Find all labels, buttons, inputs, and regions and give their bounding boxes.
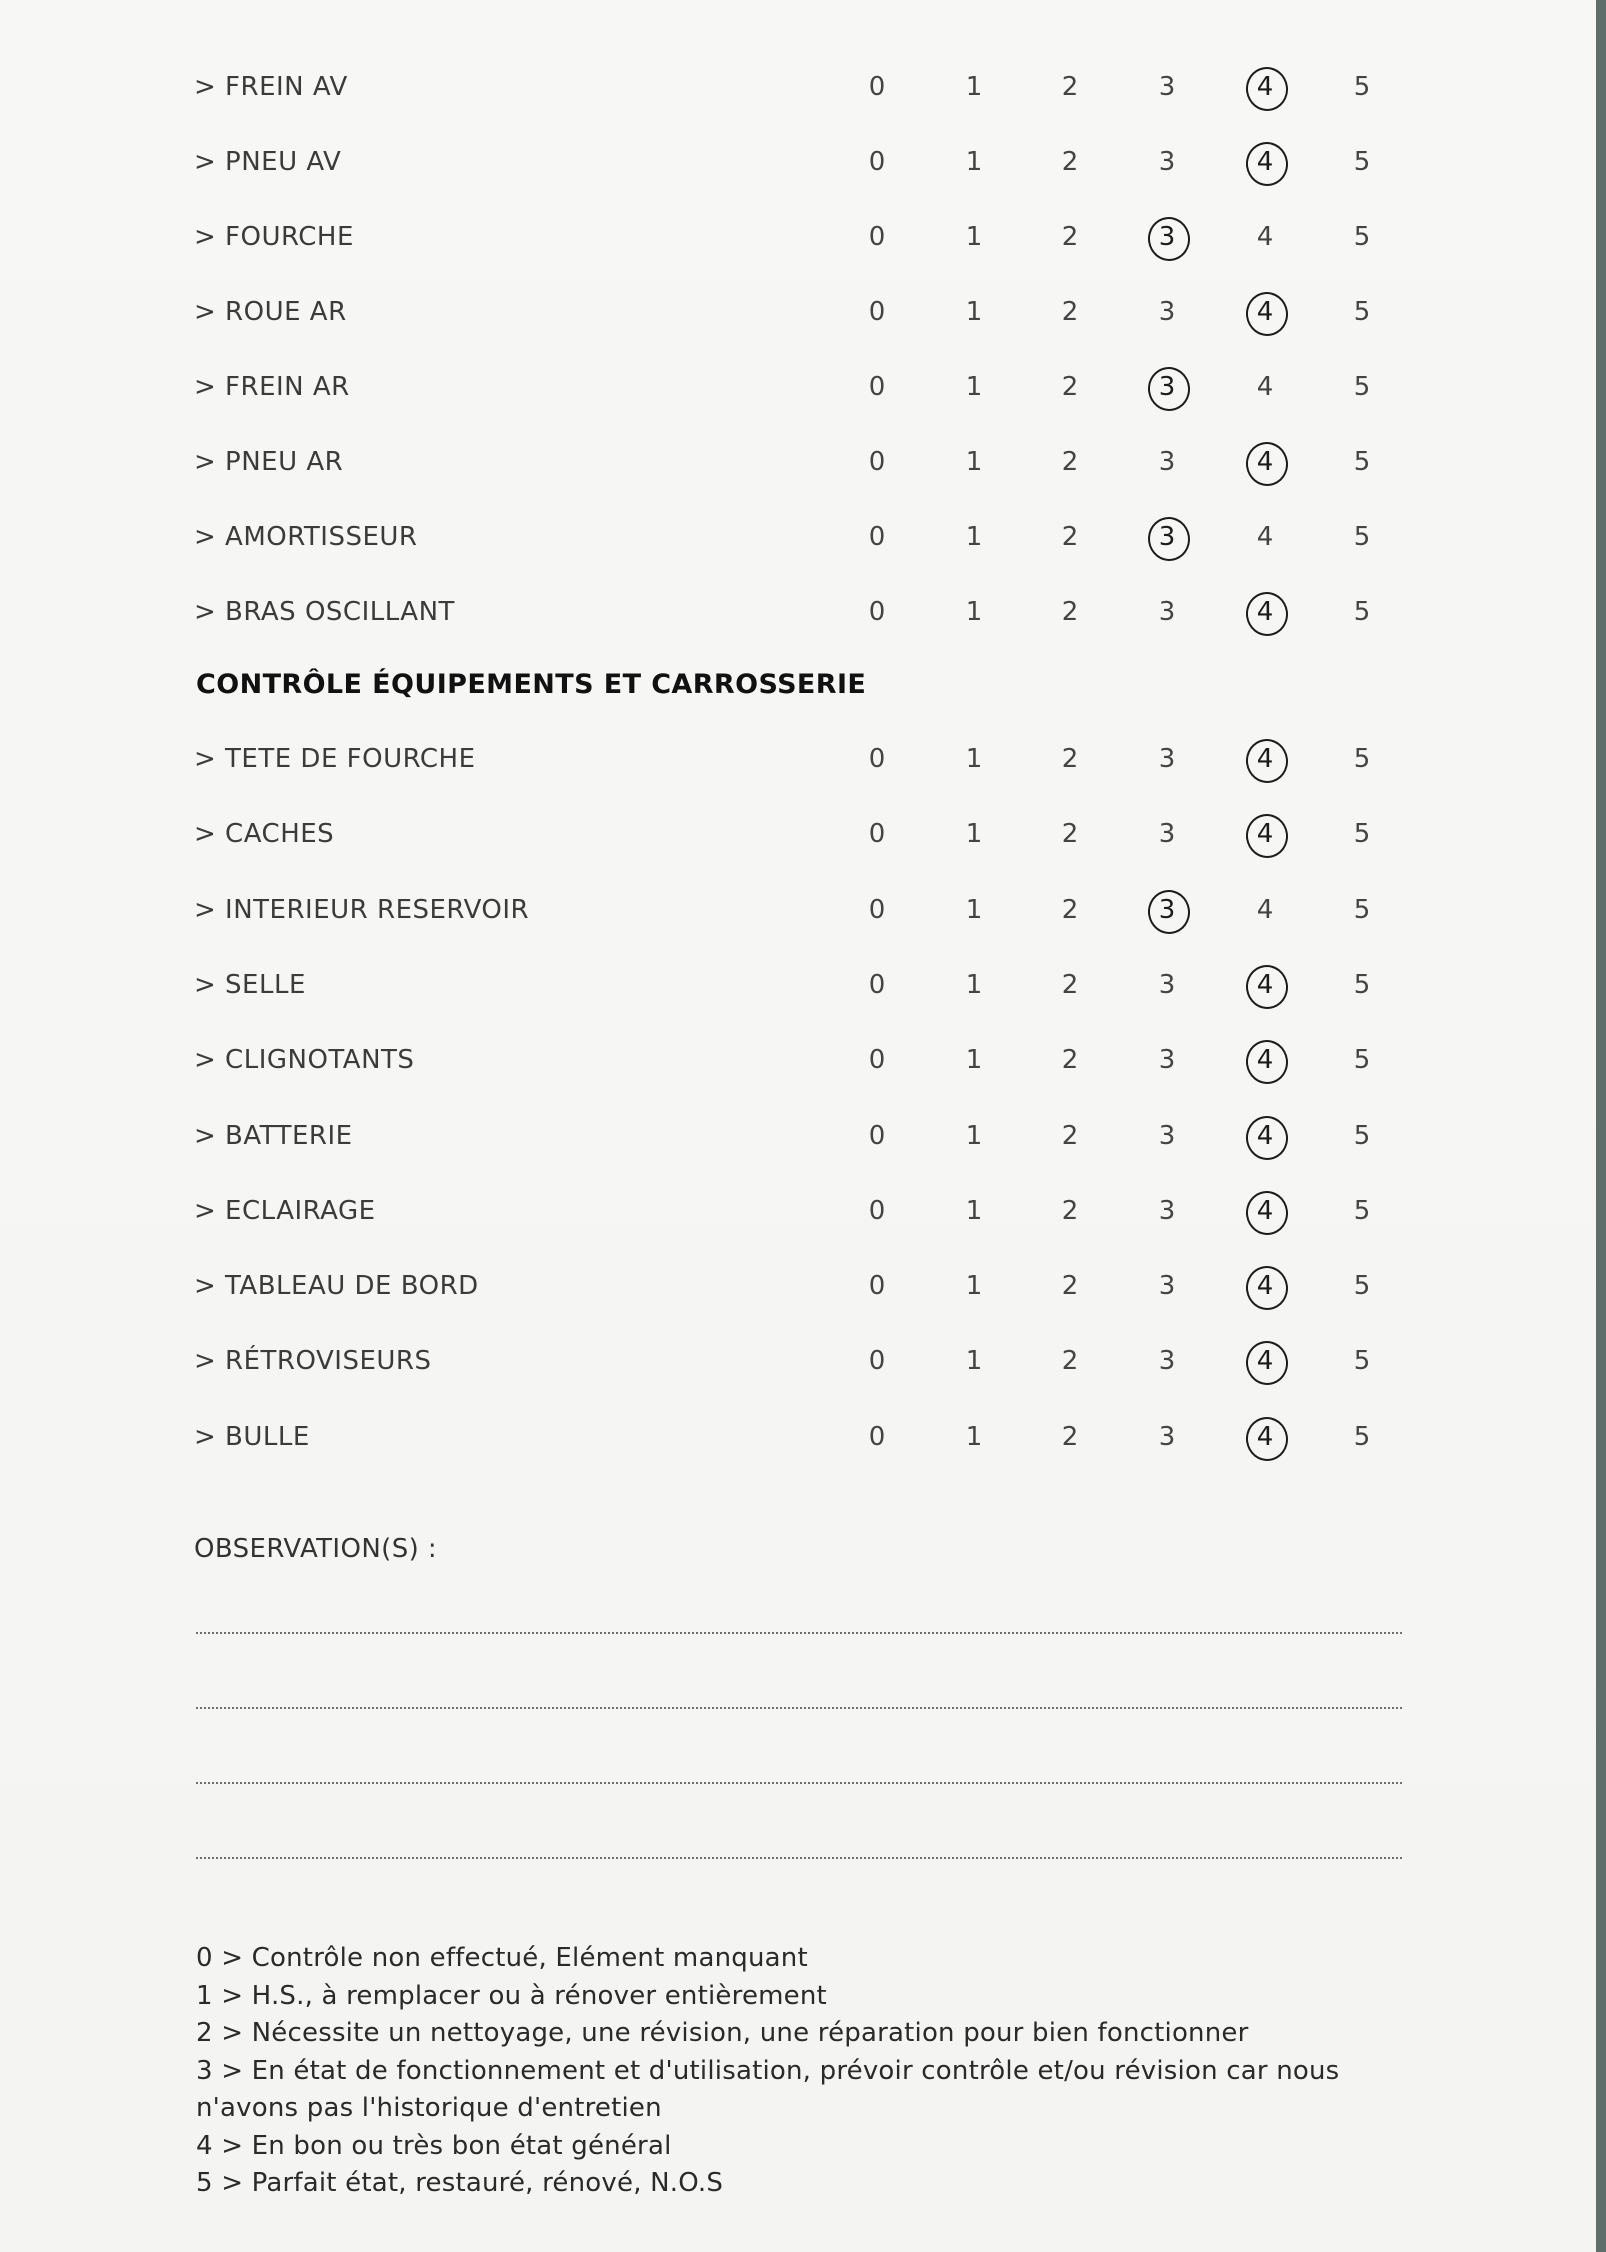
rating-row-label: > INTERIEUR RESERVOIR (194, 894, 530, 925)
legend-line: 0 > Contrôle non effectué, Elément manquant (196, 1943, 808, 1973)
score-option: 2 (1061, 147, 1079, 177)
score-option: 0 (868, 147, 886, 177)
score-option: 2 (1061, 372, 1079, 402)
score-option: 1 (965, 1045, 983, 1076)
observations-label: OBSERVATION(S) : (194, 1534, 437, 1564)
score-option: 5 (1353, 1195, 1371, 1226)
score-option: 1 (965, 894, 983, 925)
score-option-selected: 4 (1235, 1111, 1295, 1161)
rating-row (0, 809, 1596, 859)
rating-row-label: > PNEU AR (194, 447, 344, 477)
score-option: 1 (965, 1346, 983, 1377)
rating-row (0, 62, 1596, 112)
score-option: 5 (1353, 72, 1371, 102)
score-option: 0 (868, 1120, 886, 1151)
score-option: 5 (1353, 894, 1371, 925)
score-option-selected: 3 (1137, 212, 1197, 262)
rating-row (0, 137, 1596, 187)
score-option: 1 (965, 1120, 983, 1151)
rating-row (0, 212, 1596, 262)
score-option: 1 (965, 744, 983, 774)
score-option-selected: 4 (1235, 734, 1295, 784)
rating-row-label: > AMORTISSEUR (194, 522, 418, 552)
score-option-selected: 4 (1235, 1336, 1295, 1386)
score-option: 0 (868, 894, 886, 925)
score-option: 0 (868, 72, 886, 102)
legend-line: n'avons pas l'historique d'entretien (196, 2093, 662, 2123)
score-option: 2 (1061, 1346, 1079, 1377)
rating-row-label: > CLIGNOTANTS (194, 1045, 415, 1076)
score-option: 2 (1061, 1271, 1079, 1302)
score-option-selected: 3 (1137, 885, 1197, 935)
rating-row-label: > TABLEAU DE BORD (194, 1271, 479, 1302)
rating-row-label: > TETE DE FOURCHE (194, 744, 476, 774)
rating-row (0, 960, 1596, 1010)
score-option: 5 (1353, 147, 1371, 177)
score-option: 5 (1353, 819, 1371, 850)
score-option: 2 (1061, 1045, 1079, 1076)
rating-row (0, 1035, 1596, 1085)
score-option: 1 (965, 72, 983, 102)
rating-row (0, 437, 1596, 487)
score-option: 2 (1061, 1421, 1079, 1452)
rating-row-label: > FOURCHE (194, 222, 354, 252)
score-option: 0 (868, 297, 886, 327)
score-option: 1 (965, 297, 983, 327)
score-option: 3 (1158, 1045, 1176, 1076)
legend-line: 2 > Nécessite un nettoyage, une révision, une réparation pour bien fonctionner (196, 2018, 1249, 2048)
score-option: 4 (1256, 894, 1274, 925)
score-option: 1 (965, 1421, 983, 1452)
rating-row-label: > ECLAIRAGE (194, 1195, 376, 1226)
score-option: 3 (1158, 597, 1176, 627)
rating-row-label: > PNEU AV (194, 147, 342, 177)
score-option-selected: 3 (1137, 362, 1197, 412)
score-option: 3 (1158, 1346, 1176, 1377)
observation-line[interactable] (196, 1632, 1402, 1634)
score-option: 0 (868, 597, 886, 627)
score-option: 3 (1158, 1271, 1176, 1302)
score-option: 4 (1256, 222, 1274, 252)
score-option: 5 (1353, 297, 1371, 327)
rating-row (0, 885, 1596, 935)
score-option: 3 (1158, 297, 1176, 327)
legend-line: 1 > H.S., à remplacer ou à rénover entièrement (196, 1980, 827, 2011)
rating-row (0, 362, 1596, 412)
score-option: 2 (1061, 969, 1079, 1000)
score-option-selected: 4 (1235, 137, 1295, 187)
score-option: 5 (1353, 522, 1371, 552)
score-option: 1 (965, 969, 983, 1000)
score-option: 0 (868, 969, 886, 1000)
score-option: 5 (1353, 1045, 1371, 1076)
score-option: 3 (1158, 1120, 1176, 1151)
score-option: 5 (1353, 1421, 1371, 1452)
score-option: 0 (868, 1045, 886, 1076)
score-option: 5 (1353, 744, 1371, 774)
rating-row-label: > RÉTROVISEURS (194, 1346, 432, 1377)
legend (196, 1940, 1446, 2203)
score-option: 0 (868, 372, 886, 402)
score-option: 2 (1061, 1120, 1079, 1151)
score-option: 3 (1158, 969, 1176, 1000)
rating-row (0, 512, 1596, 562)
score-option: 3 (1158, 447, 1176, 477)
score-option: 5 (1353, 447, 1371, 477)
score-option-selected: 4 (1235, 287, 1295, 337)
rating-row (0, 1261, 1596, 1311)
score-option: 5 (1353, 372, 1371, 402)
score-option-selected: 4 (1235, 1186, 1295, 1236)
score-option: 2 (1061, 72, 1079, 102)
score-option: 1 (965, 147, 983, 177)
score-option: 2 (1061, 819, 1079, 850)
score-option: 0 (868, 522, 886, 552)
score-option: 1 (965, 372, 983, 402)
score-option: 3 (1158, 819, 1176, 850)
score-option: 1 (965, 1271, 983, 1302)
rating-row-label: > FREIN AR (194, 372, 350, 402)
rating-row (0, 1186, 1596, 1236)
rating-row-label: > SELLE (194, 969, 306, 1000)
rating-row-label: > CACHES (194, 819, 335, 850)
score-option: 3 (1158, 744, 1176, 774)
score-option: 4 (1256, 522, 1274, 552)
score-option: 0 (868, 1346, 886, 1377)
observation-line[interactable] (196, 1707, 1402, 1709)
score-option: 3 (1158, 1421, 1176, 1452)
score-option: 5 (1353, 1120, 1371, 1151)
score-option: 5 (1353, 222, 1371, 252)
section-title-equipment: CONTRÔLE ÉQUIPEMENTS ET CARROSSERIE (196, 669, 867, 700)
score-option-selected: 4 (1235, 587, 1295, 637)
score-option: 2 (1061, 522, 1079, 552)
score-option: 0 (868, 1195, 886, 1226)
score-option-selected: 4 (1235, 1412, 1295, 1462)
score-option-selected: 4 (1235, 437, 1295, 487)
score-option-selected: 4 (1235, 960, 1295, 1010)
score-option: 0 (868, 744, 886, 774)
score-option: 2 (1061, 447, 1079, 477)
score-option-selected: 4 (1235, 62, 1295, 112)
rating-row-label: > BULLE (194, 1421, 310, 1452)
score-option: 2 (1061, 1195, 1079, 1226)
score-option: 1 (965, 1195, 983, 1226)
score-option: 0 (868, 222, 886, 252)
legend-line: 3 > En état de fonctionnement et d'utilisation, prévoir contrôle et/ou révision car nous (196, 2055, 1340, 2086)
score-option: 5 (1353, 597, 1371, 627)
score-option: 4 (1256, 372, 1274, 402)
score-option: 1 (965, 819, 983, 850)
score-option: 2 (1061, 597, 1079, 627)
rating-row (0, 1336, 1596, 1386)
score-option: 0 (868, 819, 886, 850)
score-option-selected: 4 (1235, 1261, 1295, 1311)
rating-row-label: > FREIN AV (194, 72, 348, 102)
score-option: 2 (1061, 297, 1079, 327)
score-option: 2 (1061, 894, 1079, 925)
legend-line: 4 > En bon ou très bon état général (196, 2130, 672, 2161)
rating-row-label: > ROUE AR (194, 297, 347, 327)
rating-row-label: > BATTERIE (194, 1120, 353, 1151)
observation-line[interactable] (196, 1857, 1402, 1859)
rating-row (0, 1111, 1596, 1161)
score-option-selected: 3 (1137, 512, 1197, 562)
score-option-selected: 4 (1235, 1035, 1295, 1085)
legend-line: 5 > Parfait état, restauré, rénové, N.O.S (196, 2168, 724, 2198)
score-option: 1 (965, 597, 983, 627)
score-option: 5 (1353, 1271, 1371, 1302)
score-option: 0 (868, 1421, 886, 1452)
score-option: 2 (1061, 222, 1079, 252)
rating-row-label: > BRAS OSCILLANT (194, 597, 455, 627)
score-option: 3 (1158, 1195, 1176, 1226)
rating-row (0, 1412, 1596, 1462)
score-option: 1 (965, 222, 983, 252)
rating-row (0, 287, 1596, 337)
score-option-selected: 4 (1235, 809, 1295, 859)
score-option: 0 (868, 447, 886, 477)
score-option: 5 (1353, 1346, 1371, 1377)
score-option: 2 (1061, 744, 1079, 774)
score-option: 5 (1353, 969, 1371, 1000)
score-option: 1 (965, 522, 983, 552)
score-option: 3 (1158, 147, 1176, 177)
score-option: 1 (965, 447, 983, 477)
rating-row (0, 734, 1596, 784)
score-option: 3 (1158, 72, 1176, 102)
rating-row (0, 587, 1596, 637)
observation-line[interactable] (196, 1782, 1402, 1784)
score-option: 0 (868, 1271, 886, 1302)
